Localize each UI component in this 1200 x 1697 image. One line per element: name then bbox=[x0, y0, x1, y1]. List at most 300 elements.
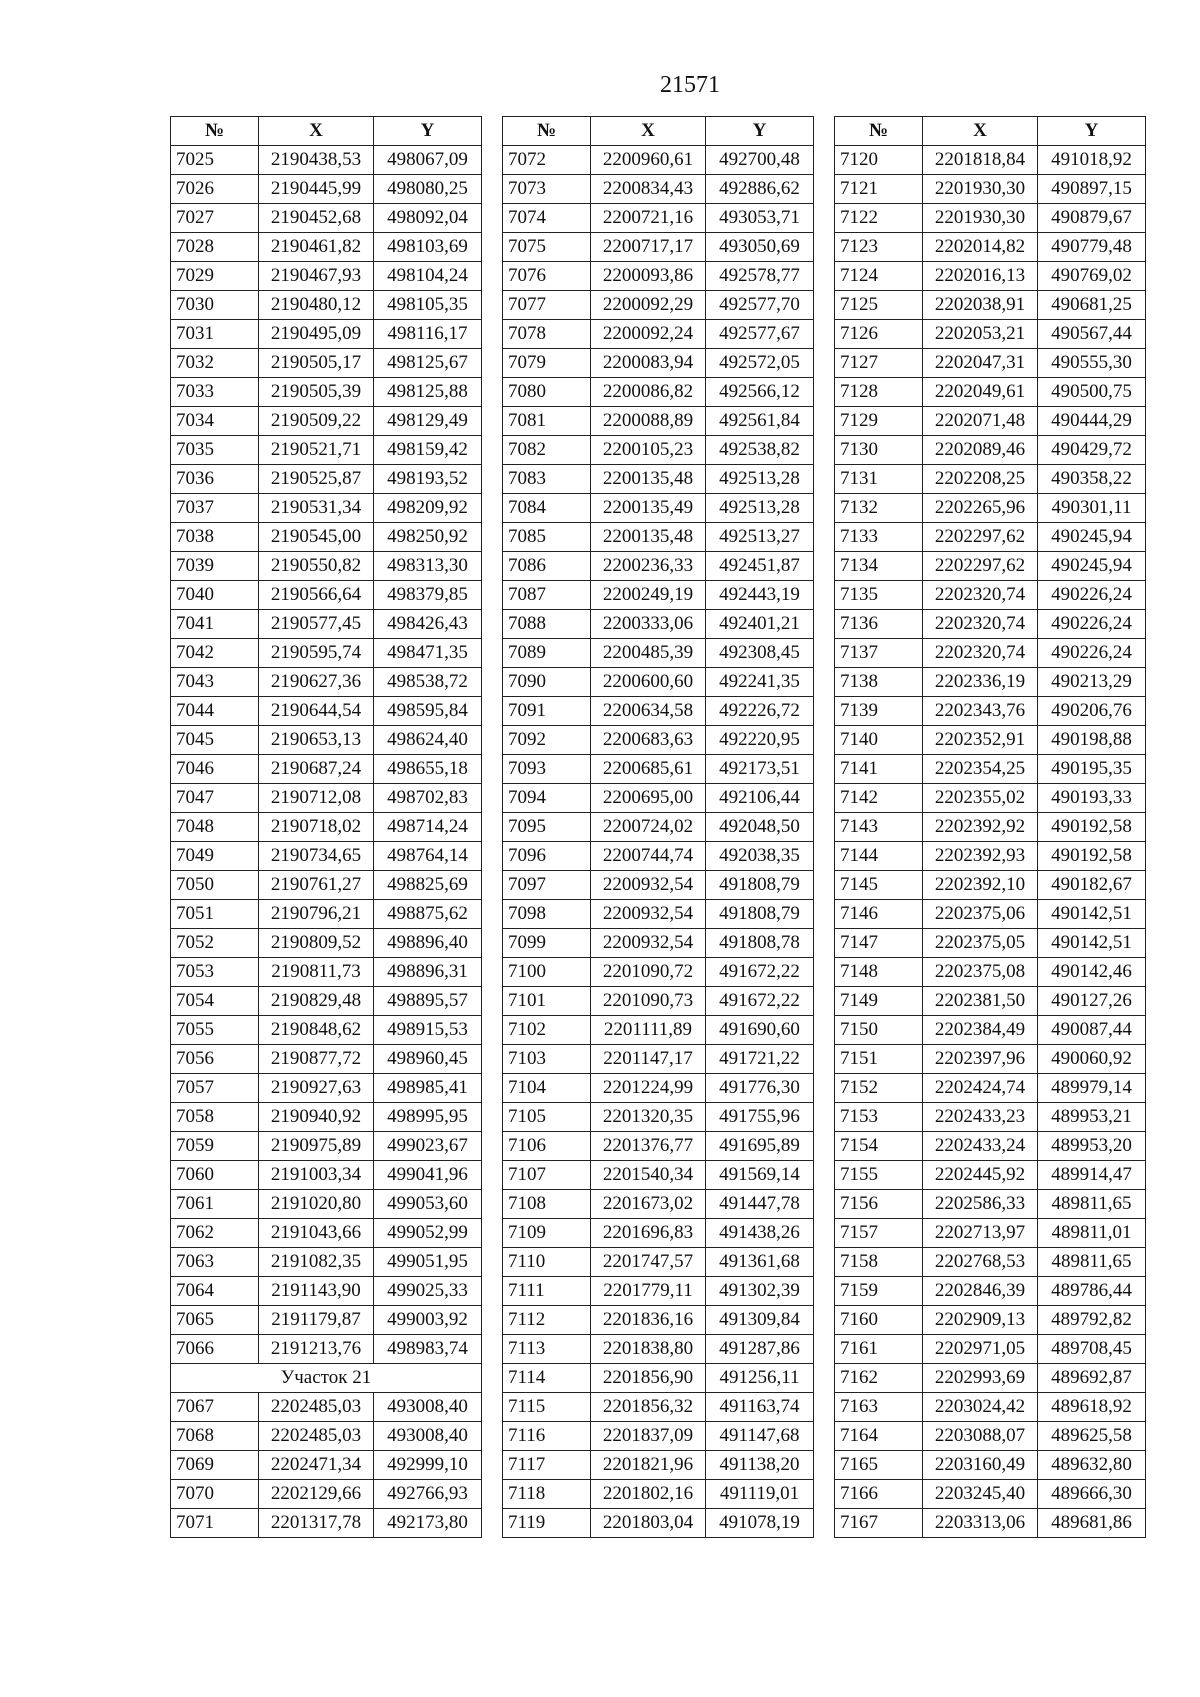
page-number: 21571 bbox=[660, 72, 720, 98]
point-number-cell: 7110 bbox=[503, 1248, 591, 1277]
y-coordinate-cell: 498105,35 bbox=[374, 291, 482, 320]
point-number-cell: 7127 bbox=[835, 349, 923, 378]
point-number-cell: 7146 bbox=[835, 900, 923, 929]
x-coordinate-cell: 2202392,93 bbox=[923, 842, 1038, 871]
x-coordinate-cell: 2202433,24 bbox=[923, 1132, 1038, 1161]
y-coordinate-cell: 490444,29 bbox=[1038, 407, 1146, 436]
y-coordinate-cell: 491447,78 bbox=[706, 1190, 814, 1219]
y-coordinate-cell: 498764,14 bbox=[374, 842, 482, 871]
y-coordinate-cell: 493050,69 bbox=[706, 233, 814, 262]
y-coordinate-cell: 491776,30 bbox=[706, 1074, 814, 1103]
table-row bbox=[171, 900, 482, 929]
table-row bbox=[835, 1161, 1146, 1190]
y-coordinate-cell: 491569,14 bbox=[706, 1161, 814, 1190]
point-number-cell: 7113 bbox=[503, 1335, 591, 1364]
y-coordinate-cell: 492572,05 bbox=[706, 349, 814, 378]
point-number-cell: 7155 bbox=[835, 1161, 923, 1190]
y-coordinate-cell: 489811,65 bbox=[1038, 1190, 1146, 1219]
point-number-cell: 7097 bbox=[503, 871, 591, 900]
table-row bbox=[171, 1335, 482, 1364]
point-number-cell: 7048 bbox=[171, 813, 259, 842]
header-x: X bbox=[923, 117, 1038, 146]
table-row bbox=[171, 842, 482, 871]
table-row bbox=[171, 291, 482, 320]
point-number-cell: 7025 bbox=[171, 146, 259, 175]
point-number-cell: 7165 bbox=[835, 1451, 923, 1480]
point-number-cell: 7120 bbox=[835, 146, 923, 175]
point-number-cell: 7101 bbox=[503, 987, 591, 1016]
y-coordinate-cell: 490142,51 bbox=[1038, 900, 1146, 929]
y-coordinate-cell: 490779,48 bbox=[1038, 233, 1146, 262]
x-coordinate-cell: 2202053,21 bbox=[923, 320, 1038, 349]
x-coordinate-cell: 2202375,05 bbox=[923, 929, 1038, 958]
point-number-cell: 7161 bbox=[835, 1335, 923, 1364]
point-number-cell: 7143 bbox=[835, 813, 923, 842]
x-coordinate-cell: 2202071,48 bbox=[923, 407, 1038, 436]
x-coordinate-cell: 2190687,24 bbox=[259, 755, 374, 784]
table-row bbox=[171, 697, 482, 726]
y-coordinate-cell: 498983,74 bbox=[374, 1335, 482, 1364]
point-number-cell: 7041 bbox=[171, 610, 259, 639]
x-coordinate-cell: 2202485,03 bbox=[259, 1422, 374, 1451]
point-number-cell: 7057 bbox=[171, 1074, 259, 1103]
table-row bbox=[835, 146, 1146, 175]
y-coordinate-cell: 489811,01 bbox=[1038, 1219, 1146, 1248]
x-coordinate-cell: 2203024,42 bbox=[923, 1393, 1038, 1422]
y-coordinate-cell: 490897,15 bbox=[1038, 175, 1146, 204]
x-coordinate-cell: 2202993,69 bbox=[923, 1364, 1038, 1393]
x-coordinate-cell: 2201818,84 bbox=[923, 146, 1038, 175]
x-coordinate-cell: 2191003,34 bbox=[259, 1161, 374, 1190]
y-coordinate-cell: 492401,21 bbox=[706, 610, 814, 639]
table-row bbox=[171, 320, 482, 349]
y-coordinate-cell: 498103,69 bbox=[374, 233, 482, 262]
y-coordinate-cell: 498896,31 bbox=[374, 958, 482, 987]
x-coordinate-cell: 2202016,13 bbox=[923, 262, 1038, 291]
table-row bbox=[503, 726, 814, 755]
x-coordinate-cell: 2201930,30 bbox=[923, 204, 1038, 233]
x-coordinate-cell: 2190811,73 bbox=[259, 958, 374, 987]
y-coordinate-cell: 491287,86 bbox=[706, 1335, 814, 1364]
y-coordinate-cell: 490198,88 bbox=[1038, 726, 1146, 755]
x-coordinate-cell: 2202336,19 bbox=[923, 668, 1038, 697]
table-row bbox=[503, 842, 814, 871]
y-coordinate-cell: 491808,79 bbox=[706, 900, 814, 929]
table-row bbox=[835, 523, 1146, 552]
x-coordinate-cell: 2203245,40 bbox=[923, 1480, 1038, 1509]
table-row bbox=[503, 494, 814, 523]
table-row bbox=[835, 958, 1146, 987]
y-coordinate-cell: 499053,60 bbox=[374, 1190, 482, 1219]
point-number-cell: 7136 bbox=[835, 610, 923, 639]
table-row bbox=[835, 610, 1146, 639]
x-coordinate-cell: 2191020,80 bbox=[259, 1190, 374, 1219]
y-coordinate-cell: 490213,29 bbox=[1038, 668, 1146, 697]
y-coordinate-cell: 498080,25 bbox=[374, 175, 482, 204]
header-number: № bbox=[171, 117, 259, 146]
table-row bbox=[835, 784, 1146, 813]
table-row bbox=[503, 1451, 814, 1480]
x-coordinate-cell: 2190545,00 bbox=[259, 523, 374, 552]
y-coordinate-cell: 490087,44 bbox=[1038, 1016, 1146, 1045]
header-y: Y bbox=[706, 117, 814, 146]
table-row bbox=[835, 204, 1146, 233]
y-coordinate-cell: 490182,67 bbox=[1038, 871, 1146, 900]
y-coordinate-cell: 489786,44 bbox=[1038, 1277, 1146, 1306]
table-row bbox=[503, 813, 814, 842]
point-number-cell: 7069 bbox=[171, 1451, 259, 1480]
x-coordinate-cell: 2202424,74 bbox=[923, 1074, 1038, 1103]
x-coordinate-cell: 2200135,49 bbox=[591, 494, 706, 523]
table-row bbox=[503, 465, 814, 494]
y-coordinate-cell: 490769,02 bbox=[1038, 262, 1146, 291]
x-coordinate-cell: 2201856,90 bbox=[591, 1364, 706, 1393]
y-coordinate-cell: 498159,42 bbox=[374, 436, 482, 465]
y-coordinate-cell: 490142,51 bbox=[1038, 929, 1146, 958]
table-row bbox=[503, 697, 814, 726]
y-coordinate-cell: 492577,67 bbox=[706, 320, 814, 349]
table-row bbox=[171, 668, 482, 697]
y-coordinate-cell: 491147,68 bbox=[706, 1422, 814, 1451]
x-coordinate-cell: 2201856,32 bbox=[591, 1393, 706, 1422]
x-coordinate-cell: 2190505,39 bbox=[259, 378, 374, 407]
table-row bbox=[503, 784, 814, 813]
x-coordinate-cell: 2202343,76 bbox=[923, 697, 1038, 726]
y-coordinate-cell: 499003,92 bbox=[374, 1306, 482, 1335]
y-coordinate-cell: 490567,44 bbox=[1038, 320, 1146, 349]
table-row bbox=[171, 175, 482, 204]
table-row bbox=[503, 581, 814, 610]
y-coordinate-cell: 491078,19 bbox=[706, 1509, 814, 1538]
table-row bbox=[503, 378, 814, 407]
x-coordinate-cell: 2202381,50 bbox=[923, 987, 1038, 1016]
point-number-cell: 7038 bbox=[171, 523, 259, 552]
x-coordinate-cell: 2200236,33 bbox=[591, 552, 706, 581]
table-row bbox=[503, 668, 814, 697]
y-coordinate-cell: 492561,84 bbox=[706, 407, 814, 436]
point-number-cell: 7149 bbox=[835, 987, 923, 1016]
x-coordinate-cell: 2201090,73 bbox=[591, 987, 706, 1016]
table-row bbox=[835, 1277, 1146, 1306]
table-row bbox=[503, 1219, 814, 1248]
point-number-cell: 7092 bbox=[503, 726, 591, 755]
x-coordinate-cell: 2190531,34 bbox=[259, 494, 374, 523]
x-coordinate-cell: 2202846,39 bbox=[923, 1277, 1038, 1306]
table-row bbox=[835, 1045, 1146, 1074]
x-coordinate-cell: 2201111,89 bbox=[591, 1016, 706, 1045]
header-x: X bbox=[259, 117, 374, 146]
x-coordinate-cell: 2190495,09 bbox=[259, 320, 374, 349]
point-number-cell: 7074 bbox=[503, 204, 591, 233]
point-number-cell: 7085 bbox=[503, 523, 591, 552]
table-row bbox=[835, 1190, 1146, 1219]
table-row bbox=[835, 1103, 1146, 1132]
table-row bbox=[835, 436, 1146, 465]
table-row bbox=[835, 349, 1146, 378]
point-number-cell: 7044 bbox=[171, 697, 259, 726]
point-number-cell: 7106 bbox=[503, 1132, 591, 1161]
x-coordinate-cell: 2201090,72 bbox=[591, 958, 706, 987]
x-coordinate-cell: 2202014,82 bbox=[923, 233, 1038, 262]
table-row bbox=[835, 842, 1146, 871]
table-row bbox=[503, 1480, 814, 1509]
point-number-cell: 7153 bbox=[835, 1103, 923, 1132]
point-number-cell: 7056 bbox=[171, 1045, 259, 1074]
table-row bbox=[503, 1393, 814, 1422]
x-coordinate-cell: 2200088,89 bbox=[591, 407, 706, 436]
y-coordinate-cell: 493053,71 bbox=[706, 204, 814, 233]
x-coordinate-cell: 2200600,60 bbox=[591, 668, 706, 697]
point-number-cell: 7062 bbox=[171, 1219, 259, 1248]
point-number-cell: 7133 bbox=[835, 523, 923, 552]
x-coordinate-cell: 2200086,82 bbox=[591, 378, 706, 407]
x-coordinate-cell: 2190577,45 bbox=[259, 610, 374, 639]
y-coordinate-cell: 492513,27 bbox=[706, 523, 814, 552]
y-coordinate-cell: 498915,53 bbox=[374, 1016, 482, 1045]
table-row bbox=[503, 900, 814, 929]
x-coordinate-cell: 2201803,04 bbox=[591, 1509, 706, 1538]
point-number-cell: 7065 bbox=[171, 1306, 259, 1335]
table-row bbox=[835, 1451, 1146, 1480]
point-number-cell: 7061 bbox=[171, 1190, 259, 1219]
table-row bbox=[171, 755, 482, 784]
point-number-cell: 7045 bbox=[171, 726, 259, 755]
y-coordinate-cell: 498116,17 bbox=[374, 320, 482, 349]
point-number-cell: 7115 bbox=[503, 1393, 591, 1422]
point-number-cell: 7094 bbox=[503, 784, 591, 813]
y-coordinate-cell: 490358,22 bbox=[1038, 465, 1146, 494]
x-coordinate-cell: 2200485,39 bbox=[591, 639, 706, 668]
x-coordinate-cell: 2202320,74 bbox=[923, 581, 1038, 610]
x-coordinate-cell: 2202485,03 bbox=[259, 1393, 374, 1422]
x-coordinate-cell: 2200960,61 bbox=[591, 146, 706, 175]
x-coordinate-cell: 2202375,08 bbox=[923, 958, 1038, 987]
point-number-cell: 7162 bbox=[835, 1364, 923, 1393]
point-number-cell: 7037 bbox=[171, 494, 259, 523]
y-coordinate-cell: 498875,62 bbox=[374, 900, 482, 929]
x-coordinate-cell: 2200721,16 bbox=[591, 204, 706, 233]
x-coordinate-cell: 2202355,02 bbox=[923, 784, 1038, 813]
x-coordinate-cell: 2202375,06 bbox=[923, 900, 1038, 929]
y-coordinate-cell: 498125,88 bbox=[374, 378, 482, 407]
table-row bbox=[171, 407, 482, 436]
y-coordinate-cell: 498092,04 bbox=[374, 204, 482, 233]
table-row bbox=[503, 639, 814, 668]
y-coordinate-cell: 498250,92 bbox=[374, 523, 482, 552]
point-number-cell: 7042 bbox=[171, 639, 259, 668]
y-coordinate-cell: 498426,43 bbox=[374, 610, 482, 639]
point-number-cell: 7043 bbox=[171, 668, 259, 697]
table-row bbox=[171, 233, 482, 262]
y-coordinate-cell: 498896,40 bbox=[374, 929, 482, 958]
y-coordinate-cell: 491672,22 bbox=[706, 958, 814, 987]
x-coordinate-cell: 2190761,27 bbox=[259, 871, 374, 900]
x-coordinate-cell: 2200932,54 bbox=[591, 929, 706, 958]
y-coordinate-cell: 498714,24 bbox=[374, 813, 482, 842]
y-coordinate-cell: 498125,67 bbox=[374, 349, 482, 378]
y-coordinate-cell: 499051,95 bbox=[374, 1248, 482, 1277]
y-coordinate-cell: 492451,87 bbox=[706, 552, 814, 581]
x-coordinate-cell: 2190509,22 bbox=[259, 407, 374, 436]
x-coordinate-cell: 2202397,96 bbox=[923, 1045, 1038, 1074]
point-number-cell: 7054 bbox=[171, 987, 259, 1016]
table-row bbox=[171, 1132, 482, 1161]
y-coordinate-cell: 492538,82 bbox=[706, 436, 814, 465]
header-y: Y bbox=[374, 117, 482, 146]
x-coordinate-cell: 2202392,92 bbox=[923, 813, 1038, 842]
y-coordinate-cell: 491256,11 bbox=[706, 1364, 814, 1393]
x-coordinate-cell: 2200105,23 bbox=[591, 436, 706, 465]
y-coordinate-cell: 490127,26 bbox=[1038, 987, 1146, 1016]
y-coordinate-cell: 492999,10 bbox=[374, 1451, 482, 1480]
x-coordinate-cell: 2200092,29 bbox=[591, 291, 706, 320]
table-row bbox=[503, 1306, 814, 1335]
table-row bbox=[171, 1103, 482, 1132]
point-number-cell: 7077 bbox=[503, 291, 591, 320]
x-coordinate-cell: 2203088,07 bbox=[923, 1422, 1038, 1451]
point-number-cell: 7124 bbox=[835, 262, 923, 291]
y-coordinate-cell: 491808,79 bbox=[706, 871, 814, 900]
x-coordinate-cell: 2202384,49 bbox=[923, 1016, 1038, 1045]
point-number-cell: 7100 bbox=[503, 958, 591, 987]
point-number-cell: 7034 bbox=[171, 407, 259, 436]
x-coordinate-cell: 2200932,54 bbox=[591, 900, 706, 929]
table-row bbox=[503, 755, 814, 784]
y-coordinate-cell: 489708,45 bbox=[1038, 1335, 1146, 1364]
table-row bbox=[503, 610, 814, 639]
point-number-cell: 7102 bbox=[503, 1016, 591, 1045]
point-number-cell: 7036 bbox=[171, 465, 259, 494]
y-coordinate-cell: 498193,52 bbox=[374, 465, 482, 494]
table-row bbox=[503, 929, 814, 958]
y-coordinate-cell: 498995,95 bbox=[374, 1103, 482, 1132]
x-coordinate-cell: 2190521,71 bbox=[259, 436, 374, 465]
point-number-cell: 7082 bbox=[503, 436, 591, 465]
x-coordinate-cell: 2191043,66 bbox=[259, 1219, 374, 1248]
table-row bbox=[503, 1045, 814, 1074]
table-row bbox=[171, 523, 482, 552]
x-coordinate-cell: 2200135,48 bbox=[591, 465, 706, 494]
y-coordinate-cell: 492443,19 bbox=[706, 581, 814, 610]
y-coordinate-cell: 491163,74 bbox=[706, 1393, 814, 1422]
table-row bbox=[171, 1277, 482, 1306]
point-number-cell: 7052 bbox=[171, 929, 259, 958]
table-row bbox=[835, 262, 1146, 291]
table-row bbox=[171, 349, 482, 378]
y-coordinate-cell: 492700,48 bbox=[706, 146, 814, 175]
y-coordinate-cell: 491361,68 bbox=[706, 1248, 814, 1277]
table-row bbox=[503, 1190, 814, 1219]
y-coordinate-cell: 492241,35 bbox=[706, 668, 814, 697]
point-number-cell: 7114 bbox=[503, 1364, 591, 1393]
x-coordinate-cell: 2200083,94 bbox=[591, 349, 706, 378]
x-coordinate-cell: 2202208,25 bbox=[923, 465, 1038, 494]
y-coordinate-cell: 491138,20 bbox=[706, 1451, 814, 1480]
y-coordinate-cell: 489953,21 bbox=[1038, 1103, 1146, 1132]
y-coordinate-cell: 491721,22 bbox=[706, 1045, 814, 1074]
x-coordinate-cell: 2190712,08 bbox=[259, 784, 374, 813]
y-coordinate-cell: 490142,46 bbox=[1038, 958, 1146, 987]
x-coordinate-cell: 2190550,82 bbox=[259, 552, 374, 581]
x-coordinate-cell: 2190467,93 bbox=[259, 262, 374, 291]
y-coordinate-cell: 492220,95 bbox=[706, 726, 814, 755]
y-coordinate-cell: 492766,93 bbox=[374, 1480, 482, 1509]
point-number-cell: 7137 bbox=[835, 639, 923, 668]
x-coordinate-cell: 2202471,34 bbox=[259, 1451, 374, 1480]
table-row bbox=[171, 784, 482, 813]
point-number-cell: 7166 bbox=[835, 1480, 923, 1509]
x-coordinate-cell: 2190445,99 bbox=[259, 175, 374, 204]
table-row bbox=[503, 349, 814, 378]
table-row bbox=[835, 494, 1146, 523]
table-row bbox=[835, 1016, 1146, 1045]
y-coordinate-cell: 491808,78 bbox=[706, 929, 814, 958]
point-number-cell: 7087 bbox=[503, 581, 591, 610]
table-row bbox=[171, 552, 482, 581]
point-number-cell: 7098 bbox=[503, 900, 591, 929]
y-coordinate-cell: 492226,72 bbox=[706, 697, 814, 726]
x-coordinate-cell: 2202971,05 bbox=[923, 1335, 1038, 1364]
table-row bbox=[835, 726, 1146, 755]
point-number-cell: 7141 bbox=[835, 755, 923, 784]
point-number-cell: 7055 bbox=[171, 1016, 259, 1045]
y-coordinate-cell: 491690,60 bbox=[706, 1016, 814, 1045]
header-number: № bbox=[503, 117, 591, 146]
table-row bbox=[835, 1480, 1146, 1509]
coordinates-table-1 bbox=[170, 116, 482, 1538]
x-coordinate-cell: 2201836,16 bbox=[591, 1306, 706, 1335]
point-number-cell: 7075 bbox=[503, 233, 591, 262]
point-number-cell: 7145 bbox=[835, 871, 923, 900]
y-coordinate-cell: 490301,11 bbox=[1038, 494, 1146, 523]
y-coordinate-cell: 492578,77 bbox=[706, 262, 814, 291]
table-row bbox=[835, 465, 1146, 494]
table-row bbox=[835, 668, 1146, 697]
table-row bbox=[503, 523, 814, 552]
x-coordinate-cell: 2202038,91 bbox=[923, 291, 1038, 320]
point-number-cell: 7151 bbox=[835, 1045, 923, 1074]
table-row bbox=[171, 1509, 482, 1538]
y-coordinate-cell: 498538,72 bbox=[374, 668, 482, 697]
x-coordinate-cell: 2190438,53 bbox=[259, 146, 374, 175]
x-coordinate-cell: 2190525,87 bbox=[259, 465, 374, 494]
point-number-cell: 7091 bbox=[503, 697, 591, 726]
table-row bbox=[835, 1422, 1146, 1451]
point-number-cell: 7148 bbox=[835, 958, 923, 987]
table-row bbox=[171, 639, 482, 668]
y-coordinate-cell: 491695,89 bbox=[706, 1132, 814, 1161]
y-coordinate-cell: 491119,01 bbox=[706, 1480, 814, 1509]
point-number-cell: 7123 bbox=[835, 233, 923, 262]
y-coordinate-cell: 493008,40 bbox=[374, 1393, 482, 1422]
point-number-cell: 7105 bbox=[503, 1103, 591, 1132]
x-coordinate-cell: 2201802,16 bbox=[591, 1480, 706, 1509]
table-row bbox=[171, 1190, 482, 1219]
table-row bbox=[503, 175, 814, 204]
x-coordinate-cell: 2200744,74 bbox=[591, 842, 706, 871]
y-coordinate-cell: 491672,22 bbox=[706, 987, 814, 1016]
x-coordinate-cell: 2190461,82 bbox=[259, 233, 374, 262]
point-number-cell: 7140 bbox=[835, 726, 923, 755]
x-coordinate-cell: 2190809,52 bbox=[259, 929, 374, 958]
table-row bbox=[503, 233, 814, 262]
point-number-cell: 7116 bbox=[503, 1422, 591, 1451]
point-number-cell: 7064 bbox=[171, 1277, 259, 1306]
table-row bbox=[835, 233, 1146, 262]
point-number-cell: 7128 bbox=[835, 378, 923, 407]
table-row bbox=[835, 1393, 1146, 1422]
x-coordinate-cell: 2190644,54 bbox=[259, 697, 374, 726]
